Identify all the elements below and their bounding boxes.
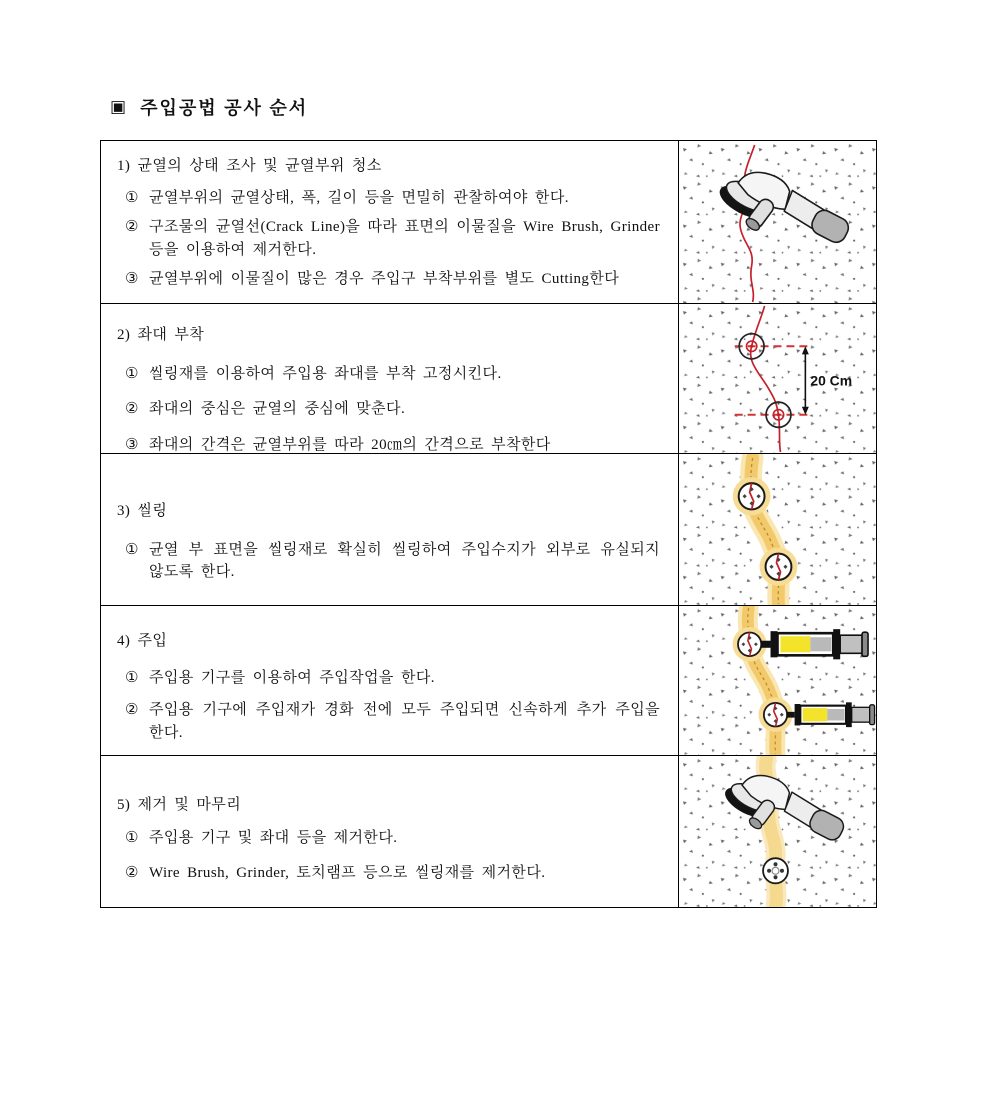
circled-number: ① bbox=[125, 189, 139, 206]
step-heading: 2) 좌대 부착 bbox=[117, 327, 205, 343]
step-item bbox=[125, 862, 660, 885]
step-item-text: 주입용 기구에 주입재가 경화 전에 모두 주입되면 신속하게 추가 주입을 한다. bbox=[149, 702, 660, 741]
page-title bbox=[110, 94, 308, 120]
step-item-text: 주입용 기구를 이용하여 주입작업을 한다. bbox=[149, 669, 435, 686]
step-item-text: Wire Brush, Grinder, 토치램프 등으로 씰링재를 제거한다. bbox=[149, 865, 546, 881]
square-bullet-icon: ▣ bbox=[110, 97, 129, 116]
step-item bbox=[125, 268, 660, 291]
step-item bbox=[125, 398, 660, 421]
table-row-step3 bbox=[101, 454, 876, 606]
step3-text-cell bbox=[101, 454, 679, 605]
step1-figure-cell bbox=[679, 141, 876, 303]
step2-figure-cell bbox=[679, 304, 876, 453]
step-item-text: 주입용 기구 및 좌대 등을 제거한다. bbox=[149, 829, 398, 846]
crack-cleaning-illustration bbox=[679, 141, 876, 303]
table-row-step1 bbox=[101, 141, 876, 304]
step-item bbox=[125, 363, 660, 386]
step-item bbox=[125, 827, 660, 850]
spacing-dimension-label: 20 Cm bbox=[810, 372, 853, 389]
step-item bbox=[125, 667, 660, 690]
step4-text-cell bbox=[101, 606, 679, 755]
procedure-table bbox=[100, 140, 877, 908]
table-row-step2 bbox=[101, 304, 876, 454]
step-item-text: 균열부위에 이물질이 많은 경우 주입구 부착부위를 별도 Cutting한다 bbox=[149, 271, 620, 287]
step-item bbox=[125, 216, 660, 261]
circled-number: ② bbox=[125, 702, 139, 718]
step-item bbox=[125, 539, 660, 584]
step-item bbox=[125, 699, 660, 744]
step-heading: 3) 씰링 bbox=[117, 503, 168, 519]
step5-figure-cell bbox=[679, 756, 876, 907]
step-item-text: 구조물의 균열선(Crack Line)을 따라 표면의 이물질을 Wire Brush, Grinder 등을 이용하여 제거한다. bbox=[149, 219, 660, 258]
injection-illustration bbox=[679, 606, 876, 755]
circled-number: ① bbox=[125, 365, 139, 382]
injection-seat-icon bbox=[760, 548, 798, 586]
step-item-text: 균열부위의 균열상태, 폭, 길이 등을 면밀히 관찰하여야 한다. bbox=[149, 189, 569, 206]
step-item-text: 좌대의 간격은 균열부위를 따라 20㎝의 간격으로 부착한다 bbox=[149, 436, 551, 453]
circled-number: ② bbox=[125, 865, 139, 881]
step5-text-cell bbox=[101, 756, 679, 907]
circled-number: ① bbox=[125, 669, 139, 686]
circled-number: ② bbox=[125, 219, 139, 235]
page-title-text: 주입공법 공사 순서 bbox=[140, 98, 309, 118]
table-row-step5 bbox=[101, 756, 876, 907]
seat-attachment-illustration bbox=[679, 304, 876, 453]
circled-number: ① bbox=[125, 829, 139, 846]
step2-text-cell bbox=[101, 304, 679, 453]
circled-number: ③ bbox=[125, 271, 139, 287]
step-heading: 1) 균열의 상태 조사 및 균열부위 청소 bbox=[117, 158, 382, 174]
step3-figure-cell bbox=[679, 454, 876, 605]
step-item-text: 균열 부 표면을 씰링재로 확실히 씰링하여 주입수지가 외부로 유실되지 않도록 한다. bbox=[149, 541, 660, 580]
step-item-text: 좌대의 중심은 균열의 중심에 맞춘다. bbox=[149, 401, 406, 417]
circled-number: ② bbox=[125, 401, 139, 417]
table-row-step4 bbox=[101, 606, 876, 756]
sealing-illustration bbox=[679, 454, 876, 605]
step-item-text: 씰링재를 이용하여 주입용 좌대를 부착 고정시킨다. bbox=[149, 365, 502, 382]
circled-number: ① bbox=[125, 541, 139, 558]
circled-number: ③ bbox=[125, 436, 139, 453]
step-heading: 4) 주입 bbox=[117, 633, 168, 649]
step-heading: 5) 제거 및 마무리 bbox=[117, 797, 242, 813]
injection-seat-icon bbox=[733, 477, 771, 515]
step-item bbox=[125, 434, 660, 457]
step4-figure-cell bbox=[679, 606, 876, 755]
step1-text-cell bbox=[101, 141, 679, 303]
removal-illustration bbox=[679, 756, 876, 907]
step-item bbox=[125, 187, 660, 210]
injection-seat-icon bbox=[763, 858, 788, 883]
